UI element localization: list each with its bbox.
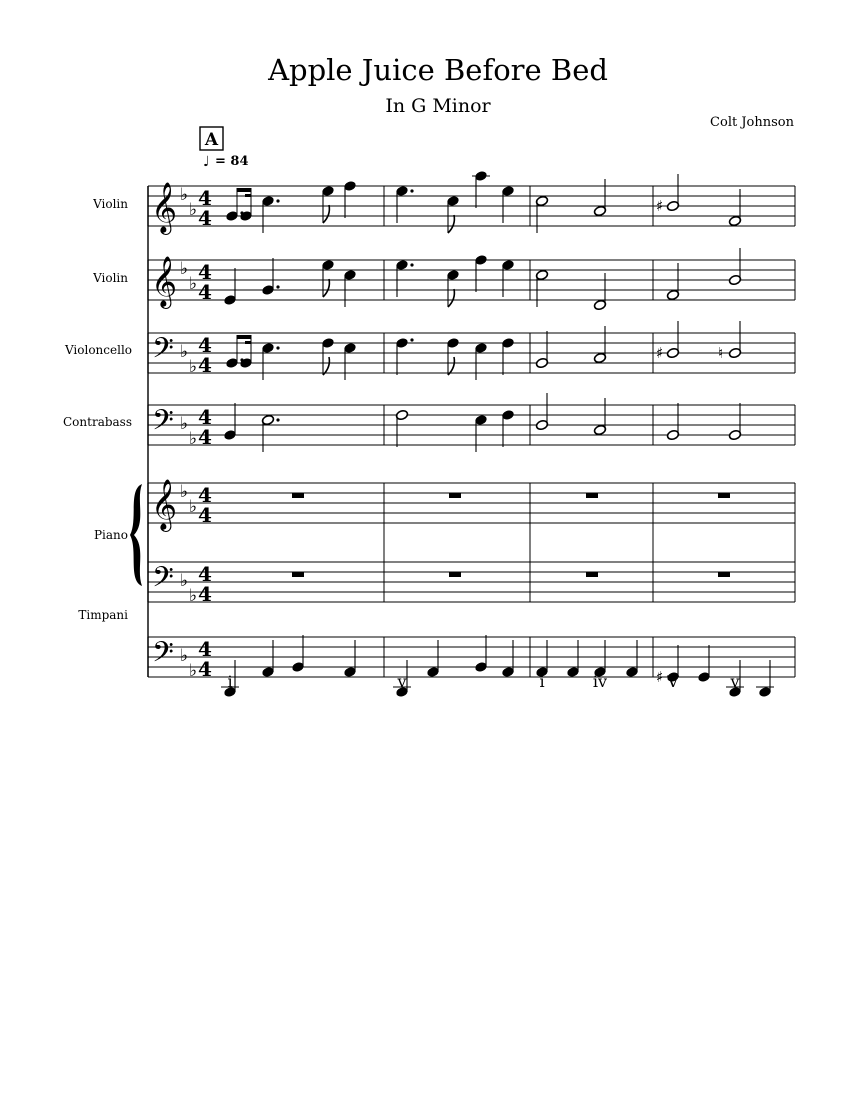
note (535, 269, 548, 307)
whole-rest-icon (718, 572, 730, 577)
instrument-name-violin-2: Violin (93, 271, 128, 285)
flat-icon: ♭ (189, 661, 198, 681)
time-signature-numerator: 4 (198, 562, 212, 586)
flat-icon: ♭ (189, 357, 198, 377)
note (223, 268, 236, 306)
bass-clef-icon: 𝄢 (152, 561, 174, 601)
instrument-name-timpani: Timpani (78, 608, 128, 622)
flat-icon: ♭ (180, 342, 189, 362)
time-signatures (198, 186, 212, 681)
time-signature-denominator: 4 (198, 657, 212, 681)
note (593, 326, 606, 364)
note (728, 403, 741, 441)
harmony-numeral: v (730, 672, 740, 691)
note (697, 645, 710, 683)
note (261, 195, 279, 233)
harmony-numeral: i (539, 672, 545, 691)
note (291, 635, 304, 673)
flag (323, 279, 329, 297)
beam (245, 194, 251, 197)
dot (410, 338, 413, 341)
note (343, 640, 356, 678)
flat-icon: ♭ (180, 185, 189, 205)
flat-icon: ♭ (180, 482, 189, 502)
instrument-name-violoncello: Violoncello (64, 343, 132, 357)
whole-rest-icon (718, 493, 730, 498)
time-signature-numerator: 4 (198, 637, 212, 661)
note (343, 269, 356, 307)
score-subtitle: In G Minor (385, 95, 491, 117)
note (656, 321, 680, 362)
note (223, 403, 236, 441)
beam (245, 341, 251, 344)
note (426, 640, 439, 678)
harmony-numeral: V (667, 672, 679, 691)
harmony-numeral: v (397, 672, 407, 691)
note (474, 342, 487, 380)
flat-icon: ♭ (189, 274, 198, 294)
whole-rest-icon (292, 493, 304, 498)
flat-icon: ♭ (180, 414, 189, 434)
time-signature-denominator: 4 (198, 206, 212, 230)
beam (237, 188, 251, 192)
notes (221, 170, 774, 697)
accidental-icon: ♯ (656, 197, 664, 215)
staff-lines (148, 186, 795, 677)
whole-rest-icon (292, 572, 304, 577)
whole-rest-icon (449, 572, 461, 577)
note (718, 321, 742, 362)
note (472, 170, 490, 208)
bass-clef-icon: 𝄢 (152, 636, 174, 676)
time-signature-denominator: 4 (198, 582, 212, 606)
note (625, 640, 638, 678)
note (261, 342, 279, 380)
note (501, 409, 514, 447)
note (756, 660, 774, 698)
note (395, 409, 408, 447)
composer-name: Colt Johnson (710, 115, 794, 130)
accidental-icon: ♯ (656, 668, 664, 686)
bass-clef-icon: 𝄢 (152, 332, 174, 372)
note (321, 185, 334, 223)
flat-icon: ♭ (189, 429, 198, 449)
whole-rest-icon (586, 493, 598, 498)
treble-clef-icon: 𝄞 (151, 182, 178, 233)
flat-icon: ♭ (180, 646, 189, 666)
time-signature-numerator: 4 (198, 483, 212, 507)
flag (323, 357, 329, 375)
instrument-name-piano: Piano (93, 528, 128, 542)
time-signature-numerator: 4 (198, 333, 212, 357)
note (474, 414, 487, 452)
time-signature-numerator: 4 (198, 405, 212, 429)
accidental-icon: ♮ (718, 344, 724, 362)
note (321, 259, 334, 297)
flat-icon: ♭ (189, 200, 198, 220)
note (535, 195, 548, 233)
dot (276, 346, 279, 349)
flag (323, 205, 329, 223)
flag (448, 289, 454, 307)
note (728, 189, 741, 227)
dot (410, 189, 413, 192)
note (666, 263, 679, 301)
note (343, 180, 356, 218)
beam (237, 335, 251, 339)
treble-clef-icon: 𝄞 (151, 479, 178, 530)
bass-clef-icon: 𝄢 (152, 404, 174, 444)
piano-brace-icon (130, 484, 142, 586)
note (593, 273, 606, 311)
time-signature-denominator: 4 (198, 353, 212, 377)
note (501, 185, 514, 223)
note (535, 393, 548, 431)
time-signature-denominator: 4 (198, 503, 212, 527)
flat-icon: ♭ (189, 497, 198, 517)
note (261, 640, 274, 678)
treble-clef-icon: 𝄞 (151, 256, 178, 307)
note (501, 259, 514, 297)
note (656, 174, 680, 215)
rehearsal-mark: A (204, 130, 219, 150)
flat-icon: ♭ (180, 259, 189, 279)
flag (448, 215, 454, 233)
note (261, 414, 279, 452)
note (535, 331, 548, 369)
whole-rest-icon (586, 572, 598, 577)
tempo-marking: = 84 (215, 154, 249, 169)
note (474, 254, 487, 292)
note (446, 337, 459, 375)
flag (448, 357, 454, 375)
note (566, 640, 579, 678)
dot (410, 263, 413, 266)
harmony-numeral: i (227, 672, 233, 691)
note (446, 195, 459, 233)
tempo-note-icon: ♩ (203, 154, 210, 170)
time-signature-denominator: 4 (198, 425, 212, 449)
flat-icon: ♭ (180, 571, 189, 591)
note (593, 398, 606, 436)
note (501, 640, 514, 678)
note (501, 337, 514, 375)
note (446, 269, 459, 307)
note (666, 403, 679, 441)
dot (276, 418, 279, 421)
time-signature-denominator: 4 (198, 280, 212, 304)
score-title: Apple Juice Before Bed (268, 53, 608, 87)
note (343, 342, 356, 380)
time-signature-numerator: 4 (198, 186, 212, 210)
dot (276, 199, 279, 202)
harmony-numeral: iv (592, 672, 608, 691)
flat-icon: ♭ (189, 586, 198, 606)
dot (276, 285, 279, 288)
note (395, 259, 413, 297)
key-signatures (180, 185, 197, 681)
time-signature-numerator: 4 (198, 260, 212, 284)
note (474, 635, 487, 673)
note (321, 337, 334, 375)
note (593, 179, 606, 217)
accidental-icon: ♯ (656, 344, 664, 362)
note (395, 185, 413, 223)
instrument-name-contrabass: Contrabass (63, 415, 132, 429)
note (728, 248, 741, 286)
instrument-name-violin-1: Violin (93, 197, 128, 211)
whole-rest-icon (449, 493, 461, 498)
